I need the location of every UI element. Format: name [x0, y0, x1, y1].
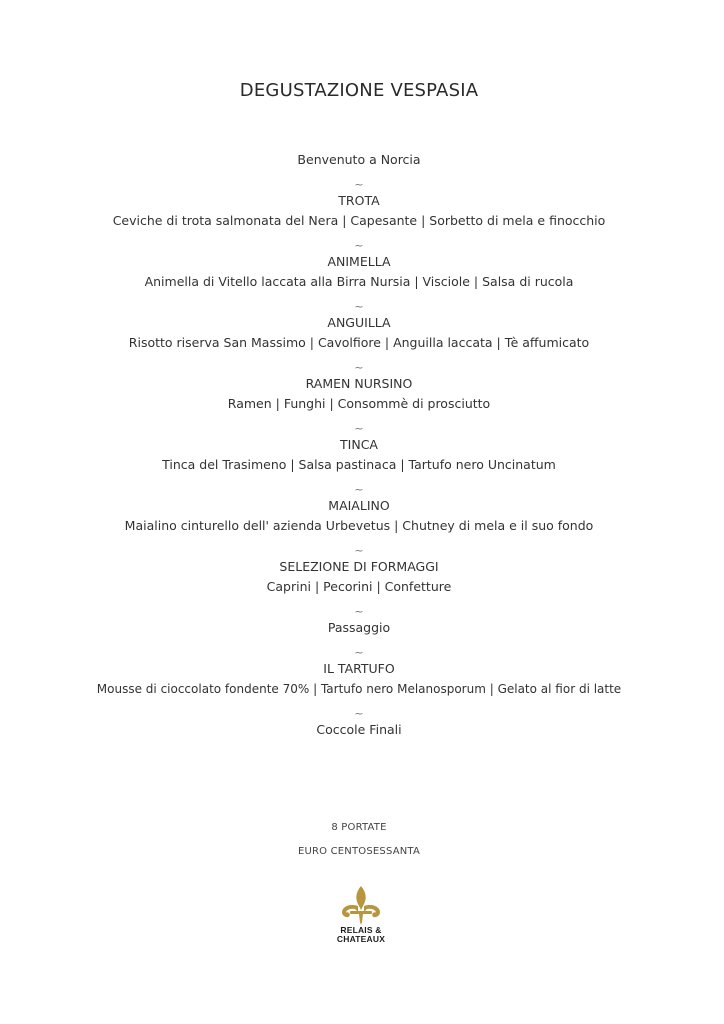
course-title: MAIALINO	[328, 498, 390, 513]
course-dish: Risotto riserva San Massimo | Cavolfiore | Anguilla laccata | Tè affumicato	[128, 335, 590, 350]
course-title: RAMEN NURSINO	[305, 376, 413, 391]
separator: ~	[354, 646, 364, 659]
separator: ~	[354, 361, 364, 374]
course-title: ANIMELLA	[327, 254, 391, 269]
course-title: Passaggio	[327, 620, 391, 635]
course-title: ANGUILLA	[327, 315, 391, 330]
course-dish: Ceviche di trota salmonata del Nera | Capesante | Sorbetto di mela e finocchio	[112, 213, 606, 228]
course-title: SELEZIONE DI FORMAGGI	[279, 559, 439, 574]
separator: ~	[354, 422, 364, 435]
separator: ~	[354, 239, 364, 252]
course-title: IL TARTUFO	[323, 661, 395, 676]
course-title: TINCA	[340, 437, 378, 452]
menu-title: DEGUSTAZIONE VESPASIA	[239, 80, 479, 101]
relais-chateaux-logo	[329, 884, 393, 956]
separator: ~	[354, 300, 364, 313]
course-title: TROTA	[338, 193, 380, 208]
fleur-de-lis-icon	[339, 884, 383, 926]
separator: ~	[354, 178, 364, 191]
separator: ~	[354, 707, 364, 720]
courses-count: 8 PORTATE	[331, 822, 387, 833]
separator: ~	[354, 483, 364, 496]
welcome-line: Benvenuto a Norcia	[297, 152, 421, 167]
separator: ~	[354, 544, 364, 557]
logo-line-2: CHATEAUX	[336, 934, 386, 944]
menu-body	[0, 150, 718, 747]
course-dish: Ramen | Funghi | Consommè di prosciutto	[227, 396, 491, 411]
closing-line: Coccole Finali	[316, 722, 402, 737]
course-dish: Mousse di cioccolato fondente 70% | Tartufo nero Melanosporum | Gelato al fior di latte	[96, 682, 622, 696]
separator: ~	[354, 605, 364, 618]
course-dish: Caprini | Pecorini | Confetture	[266, 579, 452, 594]
course-dish: Maialino cinturello dell' azienda Urbevetus | Chutney di mela e il suo fondo	[124, 518, 594, 533]
logo-line-1: RELAIS &	[340, 925, 382, 935]
course-dish: Tinca del Trasimeno | Salsa pastinaca | Tartufo nero Uncinatum	[162, 457, 556, 472]
price-text: EURO CENTOSESSANTA	[297, 846, 421, 857]
course-dish: Animella di Vitello laccata alla Birra Nursia | Visciole | Salsa di rucola	[144, 274, 574, 289]
